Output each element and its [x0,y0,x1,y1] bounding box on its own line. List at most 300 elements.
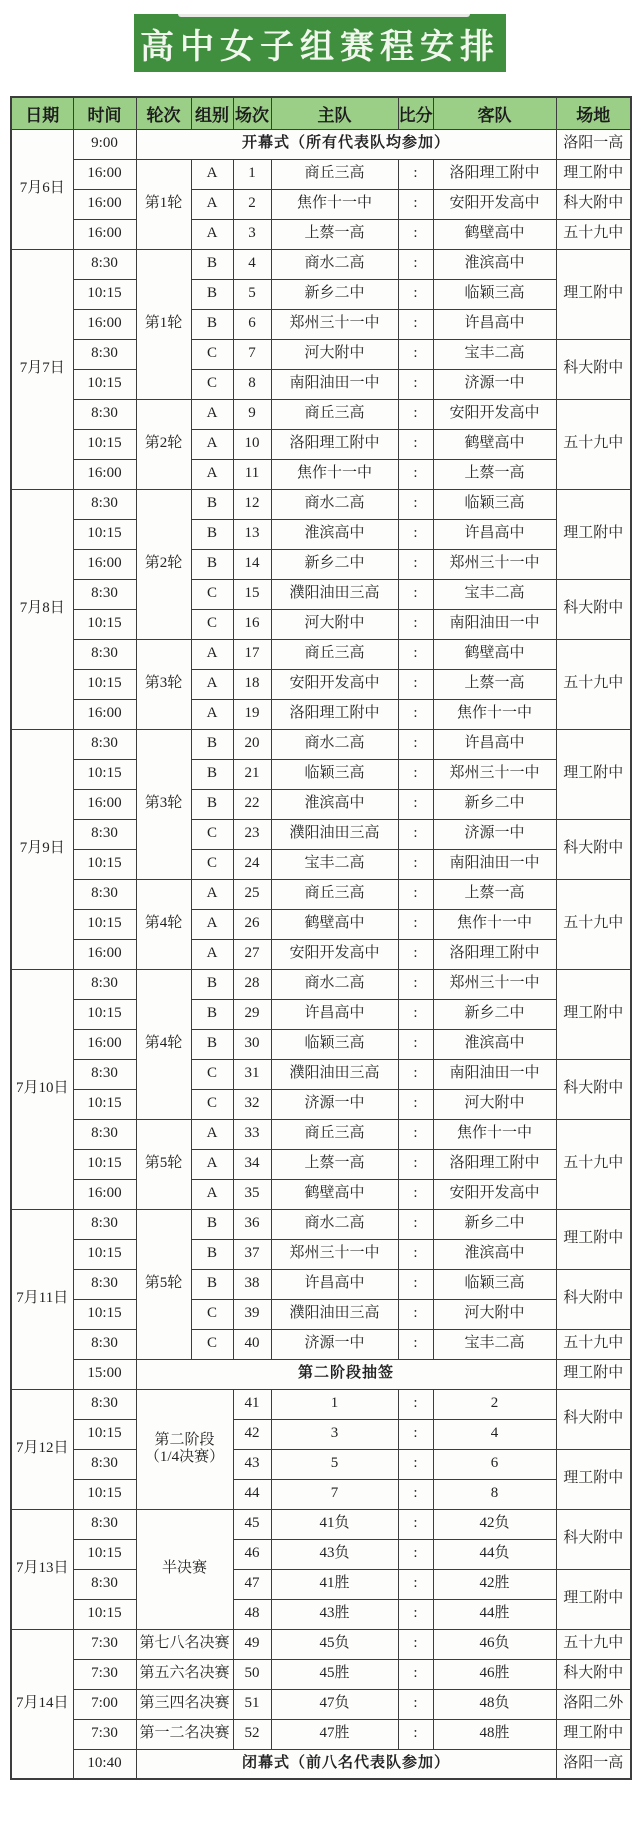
group-cell: B [191,1209,233,1239]
stage-cell: 第一二名决赛 [136,1719,233,1749]
time-cell: 8:30 [73,339,136,369]
time-cell: 8:30 [73,639,136,669]
score-cell: : [398,1659,433,1689]
table-row [11,819,631,849]
table-row [11,279,631,309]
round-cell: 第5轮 [136,1209,191,1359]
date-cell: 7月7日 [11,249,73,489]
away-team-cell: 临颖三高 [433,489,556,519]
group-cell: B [191,279,233,309]
home-team-cell: 商丘三高 [271,639,398,669]
away-team-cell: 安阳开发高中 [433,189,556,219]
table-row [11,909,631,939]
match-no-cell: 26 [233,909,271,939]
time-cell: 8:30 [73,1329,136,1359]
time-cell: 10:15 [73,1539,136,1569]
date-cell: 7月12日 [11,1389,73,1509]
round-cell: 第3轮 [136,639,191,729]
table-row [11,1719,631,1749]
score-cell: : [398,759,433,789]
table-row [11,339,631,369]
home-team-cell: 商水二高 [271,1209,398,1239]
match-no-cell: 6 [233,309,271,339]
venue-cell: 科大附中 [556,339,631,399]
away-team-cell: 46胜 [433,1659,556,1689]
group-cell: B [191,1239,233,1269]
group-cell: A [191,669,233,699]
score-cell: : [398,1179,433,1209]
time-cell: 8:30 [73,729,136,759]
match-no-cell: 7 [233,339,271,369]
round-cell: 第1轮 [136,159,191,249]
home-team-cell: 商水二高 [271,249,398,279]
away-team-cell: 淮滨高中 [433,249,556,279]
match-no-cell: 11 [233,459,271,489]
group-cell: A [191,459,233,489]
score-cell: : [398,1569,433,1599]
away-team-cell: 宝丰二高 [433,579,556,609]
group-cell: B [191,309,233,339]
away-team-cell: 淮滨高中 [433,1239,556,1269]
venue-cell: 洛阳一高 [556,129,631,159]
home-team-cell: 濮阳油田三高 [271,579,398,609]
date-cell: 7月9日 [11,729,73,969]
group-cell: B [191,789,233,819]
table-row [11,1509,631,1539]
home-team-cell: 3 [271,1419,398,1449]
away-team-cell: 宝丰二高 [433,1329,556,1359]
group-cell: A [191,639,233,669]
table-row [11,1299,631,1329]
table-row [11,1419,631,1449]
time-cell: 10:15 [73,1299,136,1329]
table-row [11,219,631,249]
table-row [11,1629,631,1659]
venue-cell: 理工附中 [556,729,631,819]
group-cell: B [191,969,233,999]
away-team-cell: 安阳开发高中 [433,399,556,429]
table-row [11,459,631,489]
stage-cell: 半决赛 [136,1509,233,1629]
home-team-cell: 河大附中 [271,339,398,369]
time-cell: 16:00 [73,939,136,969]
match-no-cell: 41 [233,1389,271,1419]
match-no-cell: 40 [233,1329,271,1359]
score-cell: : [398,219,433,249]
time-cell: 8:30 [73,249,136,279]
away-team-cell: 48负 [433,1689,556,1719]
time-cell: 8:30 [73,1389,136,1419]
home-team-cell: 洛阳理工附中 [271,429,398,459]
group-cell: B [191,1029,233,1059]
table-row [11,1089,631,1119]
match-no-cell: 33 [233,1119,271,1149]
match-no-cell: 45 [233,1509,271,1539]
home-team-cell: 濮阳油田三高 [271,1299,398,1329]
group-cell: A [191,1149,233,1179]
stage-cell: 第二阶段（1/4决赛） [136,1389,233,1509]
score-cell: : [398,1419,433,1449]
time-cell: 16:00 [73,459,136,489]
match-no-cell: 1 [233,159,271,189]
away-team-cell: 鹤壁高中 [433,639,556,669]
table-row [11,159,631,189]
score-cell: : [398,1389,433,1419]
match-no-cell: 51 [233,1689,271,1719]
time-cell: 10:15 [73,999,136,1029]
time-cell: 10:15 [73,1149,136,1179]
home-team-cell: 43负 [271,1539,398,1569]
away-team-cell: 新乡二中 [433,789,556,819]
table-row [11,1689,631,1719]
home-team-cell: 淮滨高中 [271,519,398,549]
venue-cell: 五十九中 [556,219,631,249]
home-team-cell: 洛阳理工附中 [271,699,398,729]
home-team-cell: 宝丰二高 [271,849,398,879]
away-team-cell: 6 [433,1449,556,1479]
away-team-cell: 洛阳理工附中 [433,939,556,969]
venue-cell: 科大附中 [556,1389,631,1449]
score-cell: : [398,159,433,189]
score-cell: : [398,339,433,369]
venue-cell: 理工附中 [556,1359,631,1389]
home-team-cell: 41胜 [271,1569,398,1599]
home-team-cell: 商水二高 [271,729,398,759]
time-cell: 16:00 [73,549,136,579]
away-team-cell: 洛阳理工附中 [433,1149,556,1179]
match-no-cell: 15 [233,579,271,609]
away-team-cell: 鹤壁高中 [433,219,556,249]
group-cell: C [191,369,233,399]
time-cell: 8:30 [73,1059,136,1089]
match-no-cell: 43 [233,1449,271,1479]
group-cell: B [191,489,233,519]
group-cell: C [191,1329,233,1359]
round-cell: 第5轮 [136,1119,191,1209]
away-team-cell: 淮滨高中 [433,1029,556,1059]
score-cell: : [398,429,433,459]
time-cell: 8:30 [73,579,136,609]
home-team-cell: 47负 [271,1689,398,1719]
table-row [11,639,631,669]
away-team-cell: 上蔡一高 [433,459,556,489]
group-cell: A [191,909,233,939]
score-cell: : [398,1239,433,1269]
table-row [11,579,631,609]
time-cell: 16:00 [73,219,136,249]
venue-cell: 理工附中 [556,489,631,579]
column-header-home-team: 主队 [271,97,398,129]
score-cell: : [398,729,433,759]
score-cell: : [398,459,433,489]
home-team-cell: 商丘三高 [271,1119,398,1149]
home-team-cell: 上蔡一高 [271,1149,398,1179]
match-no-cell: 2 [233,189,271,219]
home-team-cell: 商丘三高 [271,879,398,909]
score-cell: : [398,789,433,819]
table-row [11,669,631,699]
score-cell: : [398,1269,433,1299]
column-header-away-team: 客队 [433,97,556,129]
time-cell: 8:30 [73,969,136,999]
home-team-cell: 41负 [271,1509,398,1539]
home-team-cell: 郑州三十一中 [271,1239,398,1269]
date-cell: 7月10日 [11,969,73,1209]
match-no-cell: 20 [233,729,271,759]
venue-cell: 五十九中 [556,1329,631,1359]
home-team-cell: 鹤壁高中 [271,1179,398,1209]
score-cell: : [398,369,433,399]
score-cell: : [398,609,433,639]
time-cell: 16:00 [73,789,136,819]
venue-cell: 洛阳一高 [556,1749,631,1779]
time-cell: 7:30 [73,1659,136,1689]
table-row [11,699,631,729]
match-no-cell: 39 [233,1299,271,1329]
table-row [11,249,631,279]
home-team-cell: 7 [271,1479,398,1509]
match-no-cell: 18 [233,669,271,699]
time-cell: 10:15 [73,909,136,939]
round-cell: 第4轮 [136,969,191,1119]
table-row [11,1569,631,1599]
match-no-cell: 34 [233,1149,271,1179]
group-cell: C [191,609,233,639]
table-row [11,1359,631,1389]
match-no-cell: 29 [233,999,271,1029]
away-team-cell: 郑州三十一中 [433,969,556,999]
group-cell: B [191,1269,233,1299]
home-team-cell: 临颖三高 [271,1029,398,1059]
match-no-cell: 19 [233,699,271,729]
column-header-group: 组别 [191,97,233,129]
group-cell: B [191,519,233,549]
home-team-cell: 许昌高中 [271,999,398,1029]
score-cell: : [398,819,433,849]
time-cell: 10:15 [73,759,136,789]
table-row [11,609,631,639]
group-cell: A [191,1119,233,1149]
group-cell: A [191,429,233,459]
away-team-cell: 42负 [433,1509,556,1539]
home-team-cell: 43胜 [271,1599,398,1629]
away-team-cell: 宝丰二高 [433,339,556,369]
match-no-cell: 24 [233,849,271,879]
away-team-cell: 焦作十一中 [433,909,556,939]
time-cell: 15:00 [73,1359,136,1389]
time-cell: 8:30 [73,879,136,909]
round-cell: 第3轮 [136,729,191,879]
venue-cell: 理工附中 [556,1449,631,1509]
table-row [11,369,631,399]
table-row [11,549,631,579]
match-no-cell: 22 [233,789,271,819]
table-row [11,519,631,549]
group-cell: A [191,219,233,249]
date-cell: 7月11日 [11,1209,73,1389]
column-header-date: 日期 [11,97,73,129]
home-team-cell: 商丘三高 [271,159,398,189]
group-cell: B [191,549,233,579]
venue-cell: 科大附中 [556,1659,631,1689]
score-cell: : [398,1449,433,1479]
home-team-cell: 临颖三高 [271,759,398,789]
home-team-cell: 新乡二中 [271,549,398,579]
column-header-time: 时间 [73,97,136,129]
home-team-cell: 许昌高中 [271,1269,398,1299]
match-no-cell: 3 [233,219,271,249]
score-cell: : [398,1089,433,1119]
score-cell: : [398,309,433,339]
group-cell: B [191,999,233,1029]
away-team-cell: 焦作十一中 [433,1119,556,1149]
table-row [11,939,631,969]
score-cell: : [398,249,433,279]
table-row [11,1209,631,1239]
time-cell: 8:30 [73,1569,136,1599]
table-row [11,1389,631,1419]
home-team-cell: 商水二高 [271,969,398,999]
venue-cell: 五十九中 [556,399,631,489]
time-cell: 10:15 [73,669,136,699]
time-cell: 10:15 [73,609,136,639]
score-cell: : [398,999,433,1029]
match-no-cell: 8 [233,369,271,399]
time-cell: 10:40 [73,1749,136,1779]
score-cell: : [398,489,433,519]
match-no-cell: 27 [233,939,271,969]
round-cell: 第2轮 [136,399,191,489]
away-team-cell: 许昌高中 [433,519,556,549]
away-team-cell: 河大附中 [433,1299,556,1329]
time-cell: 8:30 [73,1509,136,1539]
group-cell: C [191,819,233,849]
home-team-cell: 安阳开发高中 [271,669,398,699]
score-cell: : [398,1689,433,1719]
score-cell: : [398,1299,433,1329]
group-cell: C [191,849,233,879]
time-cell: 7:30 [73,1719,136,1749]
round-cell: 第4轮 [136,879,191,969]
match-no-cell: 35 [233,1179,271,1209]
venue-cell: 五十九中 [556,1119,631,1209]
away-team-cell: 许昌高中 [433,309,556,339]
group-cell: B [191,729,233,759]
match-no-cell: 12 [233,489,271,519]
time-cell: 10:15 [73,369,136,399]
score-cell: : [398,1719,433,1749]
away-team-cell: 鹤壁高中 [433,429,556,459]
time-cell: 16:00 [73,1029,136,1059]
match-no-cell: 16 [233,609,271,639]
table-row [11,879,631,909]
match-no-cell: 25 [233,879,271,909]
match-no-cell: 9 [233,399,271,429]
table-row [11,1599,631,1629]
match-no-cell: 10 [233,429,271,459]
group-cell: B [191,249,233,279]
score-cell: : [398,1539,433,1569]
venue-cell: 科大附中 [556,189,631,219]
score-cell: : [398,849,433,879]
score-cell: : [398,969,433,999]
group-cell: A [191,189,233,219]
venue-cell: 理工附中 [556,1209,631,1269]
time-cell: 10:15 [73,279,136,309]
table-row [11,489,631,519]
group-cell: C [191,1089,233,1119]
table-row [11,1059,631,1089]
match-no-cell: 36 [233,1209,271,1239]
table-row [11,1659,631,1689]
group-cell: C [191,1299,233,1329]
venue-cell: 理工附中 [556,249,631,339]
table-row [11,1149,631,1179]
away-team-cell: 河大附中 [433,1089,556,1119]
home-team-cell: 焦作十一中 [271,189,398,219]
match-no-cell: 32 [233,1089,271,1119]
time-cell: 16:00 [73,699,136,729]
cropped-element-edge [178,14,470,17]
match-no-cell: 5 [233,279,271,309]
time-cell: 10:15 [73,1239,136,1269]
table-row [11,1479,631,1509]
score-cell: : [398,1329,433,1359]
venue-cell: 科大附中 [556,1509,631,1569]
time-cell: 8:30 [73,1119,136,1149]
home-team-cell: 5 [271,1449,398,1479]
table-row [11,999,631,1029]
group-cell: B [191,759,233,789]
away-team-cell: 新乡二中 [433,999,556,1029]
score-cell: : [398,1599,433,1629]
home-team-cell: 河大附中 [271,609,398,639]
event-cell: 第二阶段抽签 [136,1359,556,1389]
away-team-cell: 许昌高中 [433,729,556,759]
away-team-cell: 临颖三高 [433,279,556,309]
away-team-cell: 8 [433,1479,556,1509]
table-row [11,789,631,819]
column-header-score: 比分 [398,97,433,129]
time-cell: 16:00 [73,159,136,189]
score-cell: : [398,519,433,549]
match-no-cell: 17 [233,639,271,669]
match-no-cell: 4 [233,249,271,279]
away-team-cell: 4 [433,1419,556,1449]
group-cell: C [191,579,233,609]
page-title: 高中女子组赛程安排 [140,27,500,66]
score-cell: : [398,1149,433,1179]
score-cell: : [398,1629,433,1659]
date-cell: 7月8日 [11,489,73,729]
table-row [11,1179,631,1209]
header-row [11,97,631,129]
score-cell: : [398,1029,433,1059]
table-row [11,849,631,879]
time-cell: 10:15 [73,519,136,549]
match-no-cell: 44 [233,1479,271,1509]
home-team-cell: 济源一中 [271,1089,398,1119]
match-no-cell: 48 [233,1599,271,1629]
score-cell: : [398,579,433,609]
page-title-banner [134,14,506,72]
score-cell: : [398,939,433,969]
time-cell: 10:15 [73,1599,136,1629]
group-cell: A [191,1179,233,1209]
away-team-cell: 郑州三十一中 [433,549,556,579]
score-cell: : [398,279,433,309]
venue-cell: 理工附中 [556,969,631,1059]
